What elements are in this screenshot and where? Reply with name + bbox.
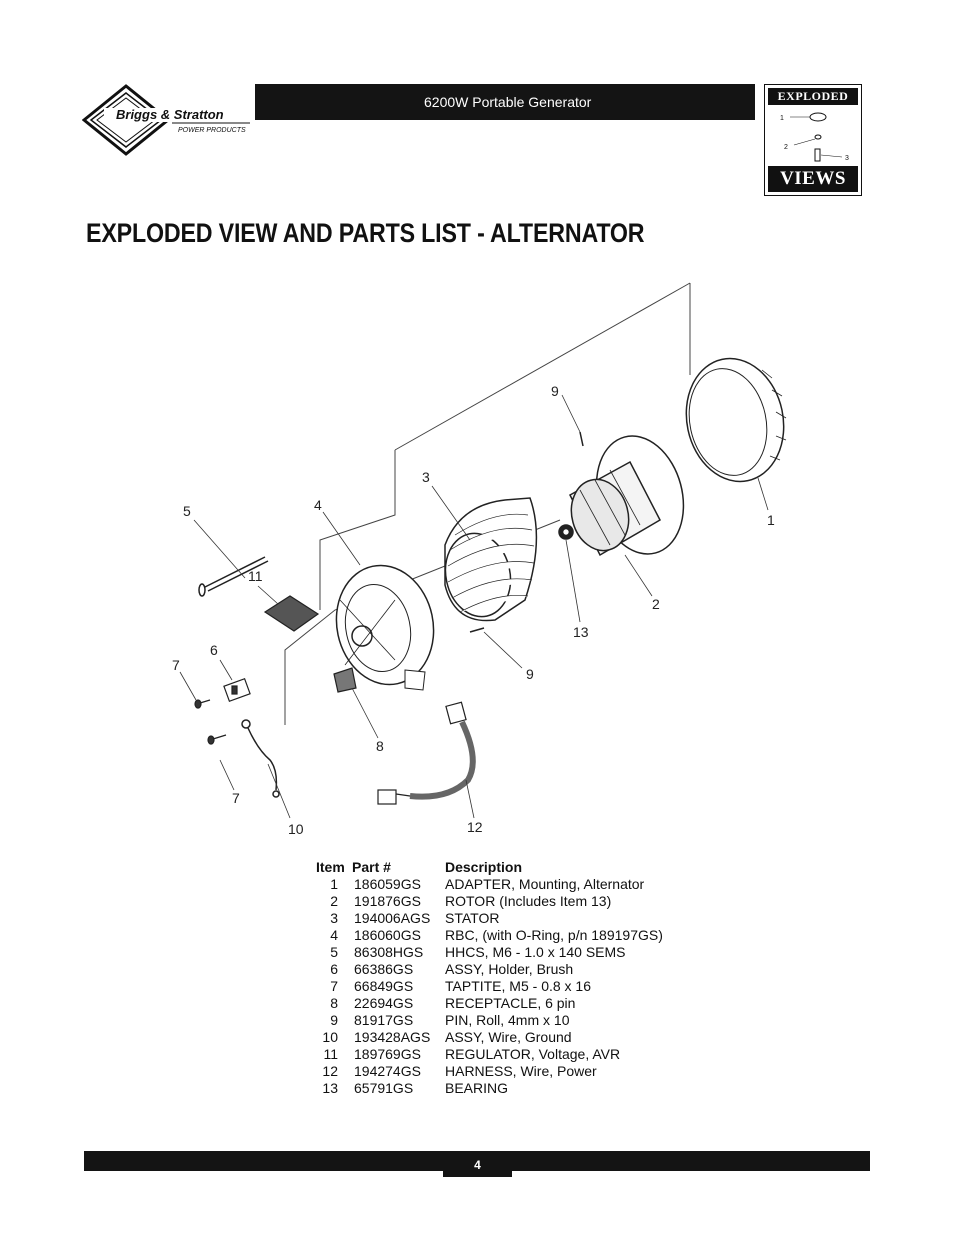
parts-row	[316, 927, 663, 944]
parts-list-header	[316, 859, 663, 876]
part-item: 13	[322, 1080, 338, 1096]
callout-7a: 7	[172, 657, 180, 673]
brand-sub: POWER PRODUCTS	[178, 127, 246, 134]
part-description: ROTOR (Includes Item 13)	[445, 893, 612, 909]
part-item: 7	[330, 978, 338, 994]
callout-4: 4	[314, 497, 322, 513]
badge-figure	[768, 107, 858, 165]
callout-13: 13	[573, 624, 589, 640]
part-description: RBC, (with O-Ring, p/n 189197GS)	[445, 927, 663, 943]
callout-7b: 7	[232, 790, 240, 806]
parts-row	[316, 995, 663, 1012]
badge-top-label: EXPLODED	[768, 88, 858, 105]
part-number: 22694GS	[354, 995, 414, 1011]
part-item: 8	[330, 995, 338, 1011]
badge-label-1: 1	[780, 115, 784, 122]
part-item: 1	[330, 876, 338, 892]
ground-wire	[242, 720, 279, 797]
callout-1: 1	[767, 512, 775, 528]
callout-9a: 9	[551, 383, 559, 399]
part-number: 189769GS	[354, 1046, 421, 1062]
part-item: 11	[323, 1046, 338, 1062]
header-bar	[255, 84, 755, 120]
header-description: Description	[445, 859, 523, 875]
part-item: 9	[330, 1012, 338, 1028]
part-description: TAPTITE, M5 - 0.8 x 16	[445, 978, 592, 994]
part-number: 65791GS	[354, 1080, 414, 1096]
callout-10: 10	[288, 821, 304, 837]
parts-row	[316, 910, 663, 927]
page-number: 4	[443, 1151, 512, 1177]
rotor	[559, 426, 696, 564]
callout-6: 6	[210, 642, 218, 658]
part-number: 66386GS	[354, 961, 414, 977]
part-number: 191876GS	[354, 893, 421, 909]
parts-row	[316, 1063, 663, 1080]
header-part: Part #	[352, 859, 391, 875]
part-item: 6	[330, 961, 338, 977]
part-item: 3	[330, 910, 338, 926]
badge-label-3: 3	[845, 155, 849, 162]
part-description: ADAPTER, Mounting, Alternator	[445, 876, 645, 892]
product-name: 6200W Portable Generator	[424, 94, 592, 110]
parts-row	[316, 1046, 663, 1063]
parts-row	[316, 893, 663, 910]
badge-bottom-label: VIEWS	[768, 166, 858, 192]
badge-label-2: 2	[784, 144, 788, 151]
callout-11: 11	[248, 568, 263, 584]
briggs-stratton-logo	[82, 84, 254, 156]
parts-row	[316, 1080, 663, 1097]
part-description: PIN, Roll, 4mm x 10	[445, 1012, 570, 1028]
part-description: HARNESS, Wire, Power	[445, 1063, 597, 1079]
exploded-view-diagram	[170, 278, 810, 848]
callout-8: 8	[376, 738, 384, 754]
part-number: 66849GS	[354, 978, 414, 994]
part-description: REGULATOR, Voltage, AVR	[445, 1046, 621, 1062]
callout-2: 2	[652, 596, 660, 612]
stator	[438, 498, 536, 623]
parts-row	[316, 944, 663, 961]
part-description: ASSY, Wire, Ground	[445, 1029, 572, 1045]
part-item: 2	[330, 893, 338, 909]
part-number: 186059GS	[354, 876, 421, 892]
parts-row	[316, 1012, 663, 1029]
receptacle	[334, 668, 356, 692]
part-description: STATOR	[445, 910, 500, 926]
part-number: 186060GS	[354, 927, 421, 943]
callout-12: 12	[467, 819, 483, 835]
page-title: EXPLODED VIEW AND PARTS LIST - ALTERNATOR	[86, 218, 645, 248]
parts-row	[316, 961, 663, 978]
part-item: 10	[322, 1029, 338, 1045]
parts-row	[316, 1029, 663, 1046]
callout-5: 5	[183, 503, 191, 519]
part-number: 194006AGS	[354, 910, 431, 926]
part-number: 86308HGS	[354, 944, 424, 960]
part-item: 4	[330, 927, 338, 943]
wire-harness	[378, 702, 473, 804]
part-description: RECEPTACLE, 6 pin	[445, 995, 576, 1011]
part-item: 5	[330, 944, 338, 960]
parts-row	[316, 978, 663, 995]
part-item: 12	[322, 1063, 338, 1079]
parts-list	[316, 859, 663, 1097]
exploded-views-badge	[764, 84, 862, 196]
brush-holder	[224, 679, 250, 702]
part-number: 194274GS	[354, 1063, 421, 1079]
header-item: Item	[316, 859, 345, 875]
brand-name: Briggs & Stratton	[116, 107, 224, 122]
part-description: BEARING	[445, 1080, 509, 1096]
part-description: ASSY, Holder, Brush	[445, 961, 574, 977]
part-number: 81917GS	[354, 1012, 414, 1028]
part-description: HHCS, M6 - 1.0 x 140 SEMS	[445, 944, 626, 960]
screws	[195, 700, 226, 744]
parts-row	[316, 876, 663, 893]
part-number: 193428AGS	[354, 1029, 431, 1045]
adapter-ring	[675, 349, 795, 490]
regulator	[265, 596, 318, 631]
callout-3: 3	[422, 469, 430, 485]
callout-9b: 9	[526, 666, 534, 682]
